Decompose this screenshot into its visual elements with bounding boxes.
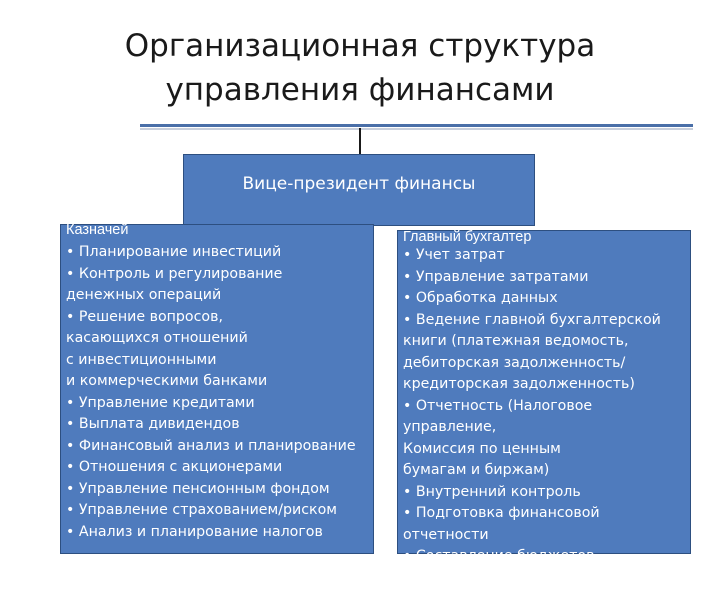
accountant-duty-item: • Отчетность (Налоговое управление, Комиссия по ценным бумагам и биржам) [403,396,688,482]
treasurer-duty-item: • Отношения с акционерами [66,457,371,479]
accountant-duty-item: • Обработка данных [403,288,688,310]
chief-accountant-heading: Главный бухгалтер [403,228,531,246]
accountant-duty-item: • Подготовка финансовой отчетности [403,503,688,546]
title-underline [140,124,693,127]
chief-accountant-duties-list [403,245,688,589]
treasurer-duty-item: • Решение вопросов, касающихся отношений с инвестиционными и коммерческими банками [66,307,371,393]
accountant-duty-item: • Внутренний контроль [403,482,688,504]
accountant-duty-item: • Ведение главной бухгалтерской книги (платежная ведомость, дебиторская задолженность/ кредиторская задолженность) [403,310,688,396]
vp-finance-box [183,154,535,226]
treasurer-duties-list [66,242,371,543]
treasurer-duty-item: • Выплата дивидендов [66,414,371,436]
slide-title-line-1: Организационная структура [0,24,720,68]
accountant-duty-item: • Составление бюджетов [403,546,688,568]
vp-finance-label: Вице-президент финансы [184,172,534,196]
treasurer-duty-item: • Управление страхованием/риском [66,500,371,522]
accountant-duty-item: • Управление затратами [403,267,688,289]
slide-title-line-2: управления финансами [0,68,720,112]
accountant-duty-item: • Учет затрат [403,245,688,267]
treasurer-duty-item: • Финансовый анализ и планирование [66,436,371,458]
treasurer-duty-item: • Планирование инвестиций [66,242,371,264]
accountant-duty-item: • Составление прогнозов [403,568,688,589]
chief-accountant-box [397,230,691,554]
vp-connector-line [359,128,361,154]
treasurer-duty-item: • Анализ и планирование налогов [66,522,371,544]
treasurer-box [60,224,374,554]
slide-title [0,24,720,112]
treasurer-duty-item: • Контроль и регулирование денежных операций [66,264,371,307]
treasurer-heading: Казначей [66,221,128,239]
treasurer-duty-item: • Управление пенсионным фондом [66,479,371,501]
title-underline-shadow [140,128,693,130]
treasurer-duty-item: • Управление кредитами [66,393,371,415]
